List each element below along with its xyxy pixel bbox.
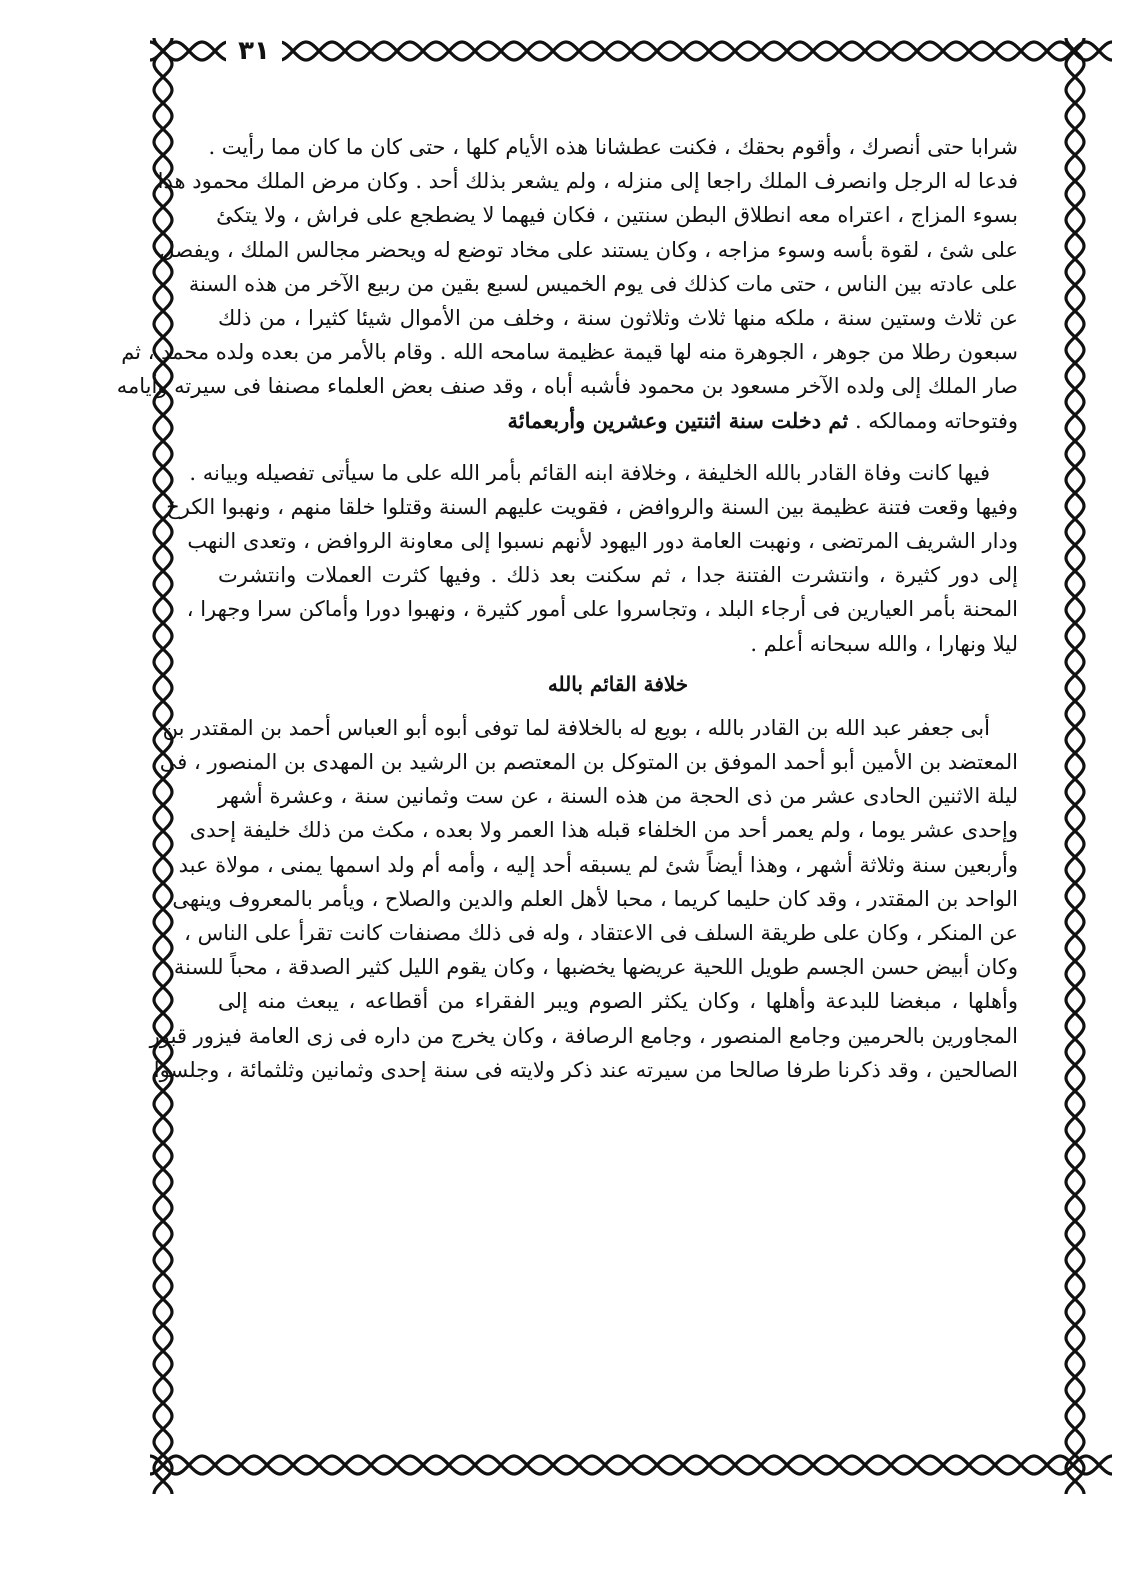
- text-line: وأربعين سنة وثلاثة أشهر ، وهذا أيضاً شئ لم يسبقه أحد إليه ، وأمه أم ولد اسمها يمنى ، مولاة عبد: [178, 852, 1018, 877]
- text-line: وكان أبيض حسن الجسم طويل اللحية عريضها يخضبها ، وكان يقوم الليل كثير الصدقة ، محباً للسنة: [173, 955, 1018, 980]
- text-line: فدعا له الرجل وانصرف الملك راجعا إلى منزله ، ولم يشعر بذلك أحد . وكان مرض الملك محمود هذا: [157, 169, 1018, 194]
- text-line: ودار الشريف المرتضى ، ونهبت العامة دور اليهود لأنهم نسبوا إلى معاونة الروافض ، وتعدى النهب: [187, 529, 1018, 554]
- text-line: المجاورين بالحرمين وجامع المنصور ، وجامع الرصافة ، وكان يخرج من داره فى زى العامة فيزور قبور: [149, 1023, 1018, 1048]
- text-line: عن ثلاث وستين سنة ، ملكه منها ثلاث وثلاثون سنة ، وخلف من الأموال شيئا كثيرا ، من ذلك: [218, 305, 1018, 330]
- text-line: وإحدى عشر يوما ، ولم يعمر أحد من الخلفاء قبله هذا العمر ولا بعده ، مكث من ذلك خليفة إحدى: [189, 818, 1018, 843]
- text-line: الصالحين ، وقد ذكرنا طرفا صالحا من سيرته عند ذكر ولايته فى سنة إحدى وثمانين وثلثمائة ، وجلسوا: [153, 1057, 1018, 1082]
- text-line: الواحد بن المقتدر ، وقد كان حليما كريما ، محبا لأهل العلم والدين والصلاح ، ويأمر بالمعروف وينهى: [172, 886, 1018, 911]
- text-block-middle: [166, 456, 1018, 661]
- text-line: على شئ ، لقوة بأسه وسوء مزاجه ، وكان يستند على مخاد توضع له ويحضر مجالس الملك ، ويفصل: [159, 237, 1018, 262]
- text-line: بسوء المزاج ، اعتراه معه انطلاق البطن سنتين ، فكان فيهما لا يضطجع على فراش ، ولا يتكئ: [216, 203, 1018, 228]
- year-heading: ثم دخلت سنة اثنتين وعشرين وأربعمائة: [507, 407, 849, 433]
- text-line: سبعون رطلا من جوهر ، الجوهرة منه لها قيمة عظيمة سامحه الله . وقام بالأمر من بعده ولده محمد ، ثم: [121, 340, 1018, 365]
- text-line: وأهلها ، مبغضا للبدعة وأهلها ، وكان يكثر الصوم ويبر الفقراء من أقطاعه ، يبعث منه إلى: [218, 989, 1018, 1014]
- text-line: المعتضد بن الأمين أبو أحمد الموفق بن المتوكل بن المعتصم بن الرشيد بن المهدى بن المنصور ، فى: [159, 750, 1018, 774]
- text-line: عن المنكر ، وكان على طريقة السلف فى الاعتقاد ، وله فى ذلك مصنفات كانت تقرأ على الناس ،: [184, 920, 1018, 945]
- border-right-ornament: [1062, 38, 1088, 1478]
- text-block-bottom: [149, 711, 1018, 1087]
- text-line: فيها كانت وفاة القادر بالله الخليفة ، وخلافة ابنه القائم بأمر الله على ما سيأتى تفصيله وبيانه .: [189, 460, 990, 485]
- year-row: [218, 404, 1018, 438]
- border-bottom-ornament: [150, 1452, 1088, 1478]
- section-heading: خلافة القائم بالله: [547, 671, 689, 696]
- page-number: ٣١: [226, 36, 282, 66]
- text-line: صار الملك إلى ولده الآخر مسعود بن محمود فأشبه أباه ، وقد صنف بعض العلماء مصنفا فى سيرته وأيامه: [116, 374, 1018, 399]
- text-line: المحنة بأمر العيارين فى أرجاء البلد ، وتجاسروا على أمور كثيرة ، ونهبوا دورا وأماكن سرا وجهرا ،: [186, 597, 1018, 622]
- text-line-tail: وفتوحاته وممالكه .: [854, 408, 1018, 433]
- border-top-ornament: [150, 38, 1088, 64]
- text-line: ليلة الاثنين الحادى عشر من ذى الحجة من هذه السنة ، عن ست وثمانين سنة ، وعشرة أشهر: [218, 784, 1018, 809]
- page-text: [116, 130, 1018, 1420]
- text-line: إلى دور كثيرة ، وانتشرت الفتنة جدا ، ثم سكنت بعد ذلك . وفيها كثرت العملات وانتشرت: [218, 563, 1018, 588]
- text-block-top: [116, 130, 1018, 438]
- text-line: شرابا حتى أنصرك ، وأقوم بحقك ، فكنت عطشانا هذه الأيام كلها ، حتى كان ما كان مما رأيت .: [208, 135, 1018, 159]
- text-line: ليلا ونهارا ، والله سبحانه أعلم .: [750, 631, 1018, 656]
- text-line: على عادته بين الناس ، حتى مات كذلك فى يوم الخميس لسبع بقين من ربيع الآخر من هذه السنة: [188, 271, 1018, 296]
- text-line: وفيها وقعت فتنة عظيمة بين السنة والروافض ، فقويت عليهم السنة وقتلوا خلقا منهم ، ونهبوا الكرخ: [166, 494, 1018, 519]
- text-line: أبى جعفر عبد الله بن القادر بالله ، بويع له بالخلافة لما توفى أبوه أبو العباس أحمد بن المقتدر بن: [162, 715, 990, 740]
